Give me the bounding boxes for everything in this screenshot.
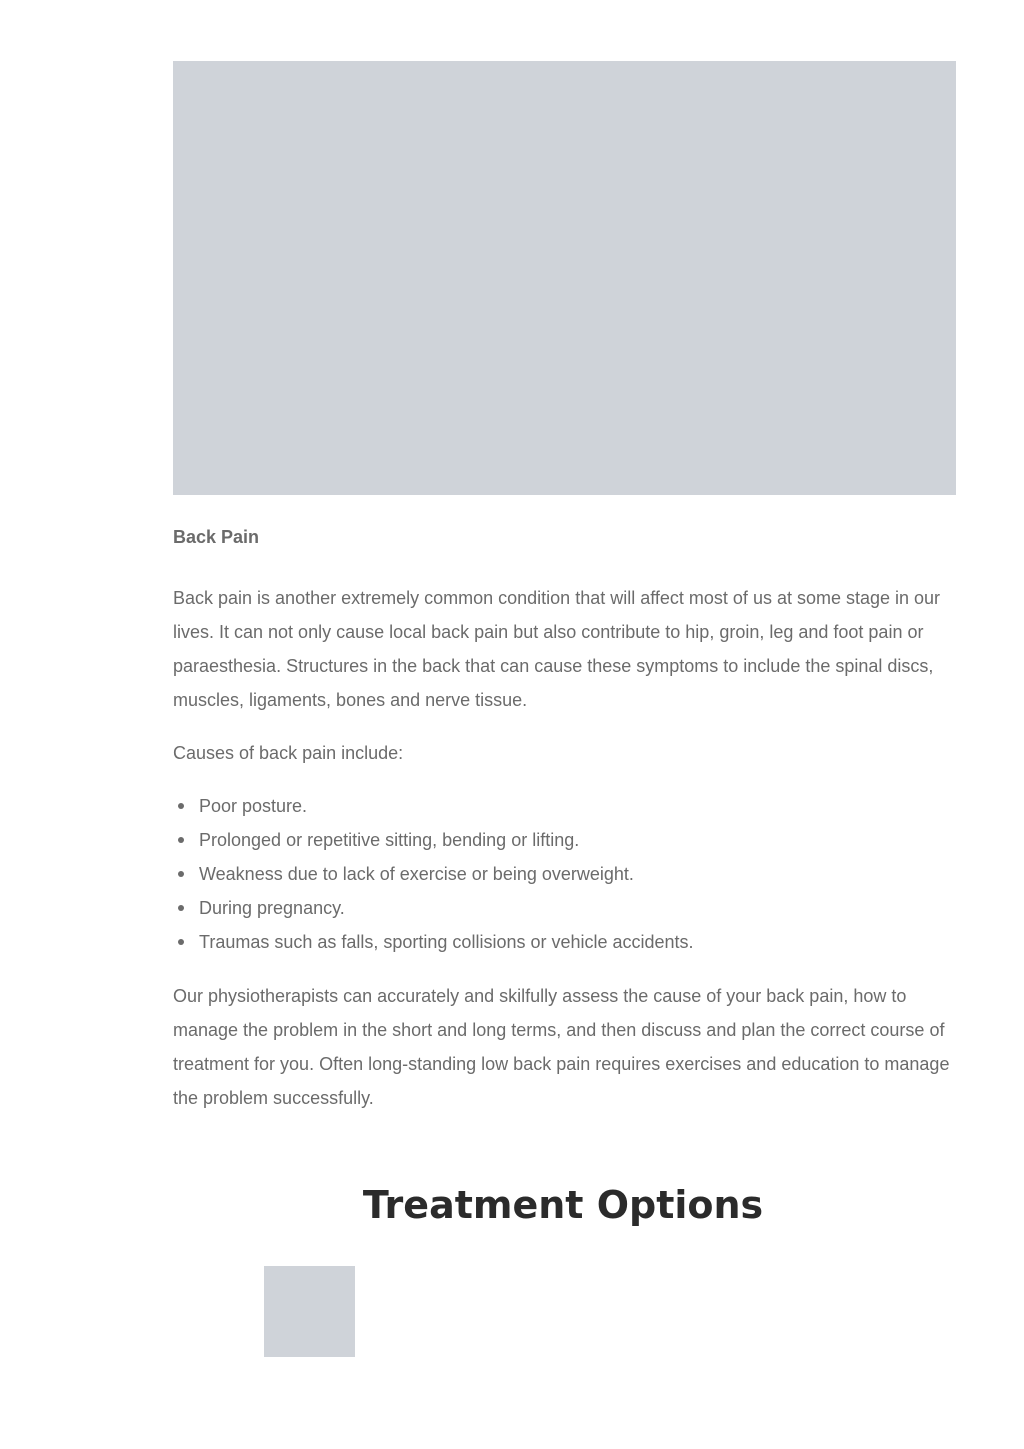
treatment-options-heading: Treatment Options [362,1183,764,1227]
article-intro-paragraph: Back pain is another extremely common condition that will affect most of us at some stage in our lives. It can not only cause local back pain but also contribute to hip, groin, leg and foot pain or paraesthesia. Structures in the back that can cause these symptoms to include the spinal discs, muscles, ligaments, bones and nerve tissue. [173,588,941,710]
cause-text: Traumas such as falls, sporting collisions or vehicle accidents. [199,932,694,952]
bullet-icon [178,905,184,911]
causes-heading: Causes of back pain include: [173,743,404,763]
cause-text: Prolonged or repetitive sitting, bending or lifting. [199,830,580,850]
bullet-icon [178,871,184,877]
article-title: Back Pain [173,527,260,547]
list-item [173,789,956,823]
causes-list [173,789,956,959]
list-item [173,857,956,891]
list-item [173,891,956,925]
cause-text: Poor posture. [199,796,308,816]
bullet-icon [178,803,184,809]
article-outro-paragraph: Our physiotherapists can accurately and skilfully assess the cause of your back pain, how to manage the problem in the short and long terms, and then discuss and plan the correct course of treatment for you. Often long-standing low back pain requires exercises and education to manage the problem successfully. [173,986,950,1108]
hero-image-placeholder [173,61,956,495]
cause-text: During pregnancy. [199,898,345,918]
treatment-image-placeholder [264,1266,355,1357]
bullet-icon [178,939,184,945]
cause-text: Weakness due to lack of exercise or being overweight. [199,864,634,884]
list-item [173,823,956,857]
bullet-icon [178,837,184,843]
list-item [173,925,956,959]
